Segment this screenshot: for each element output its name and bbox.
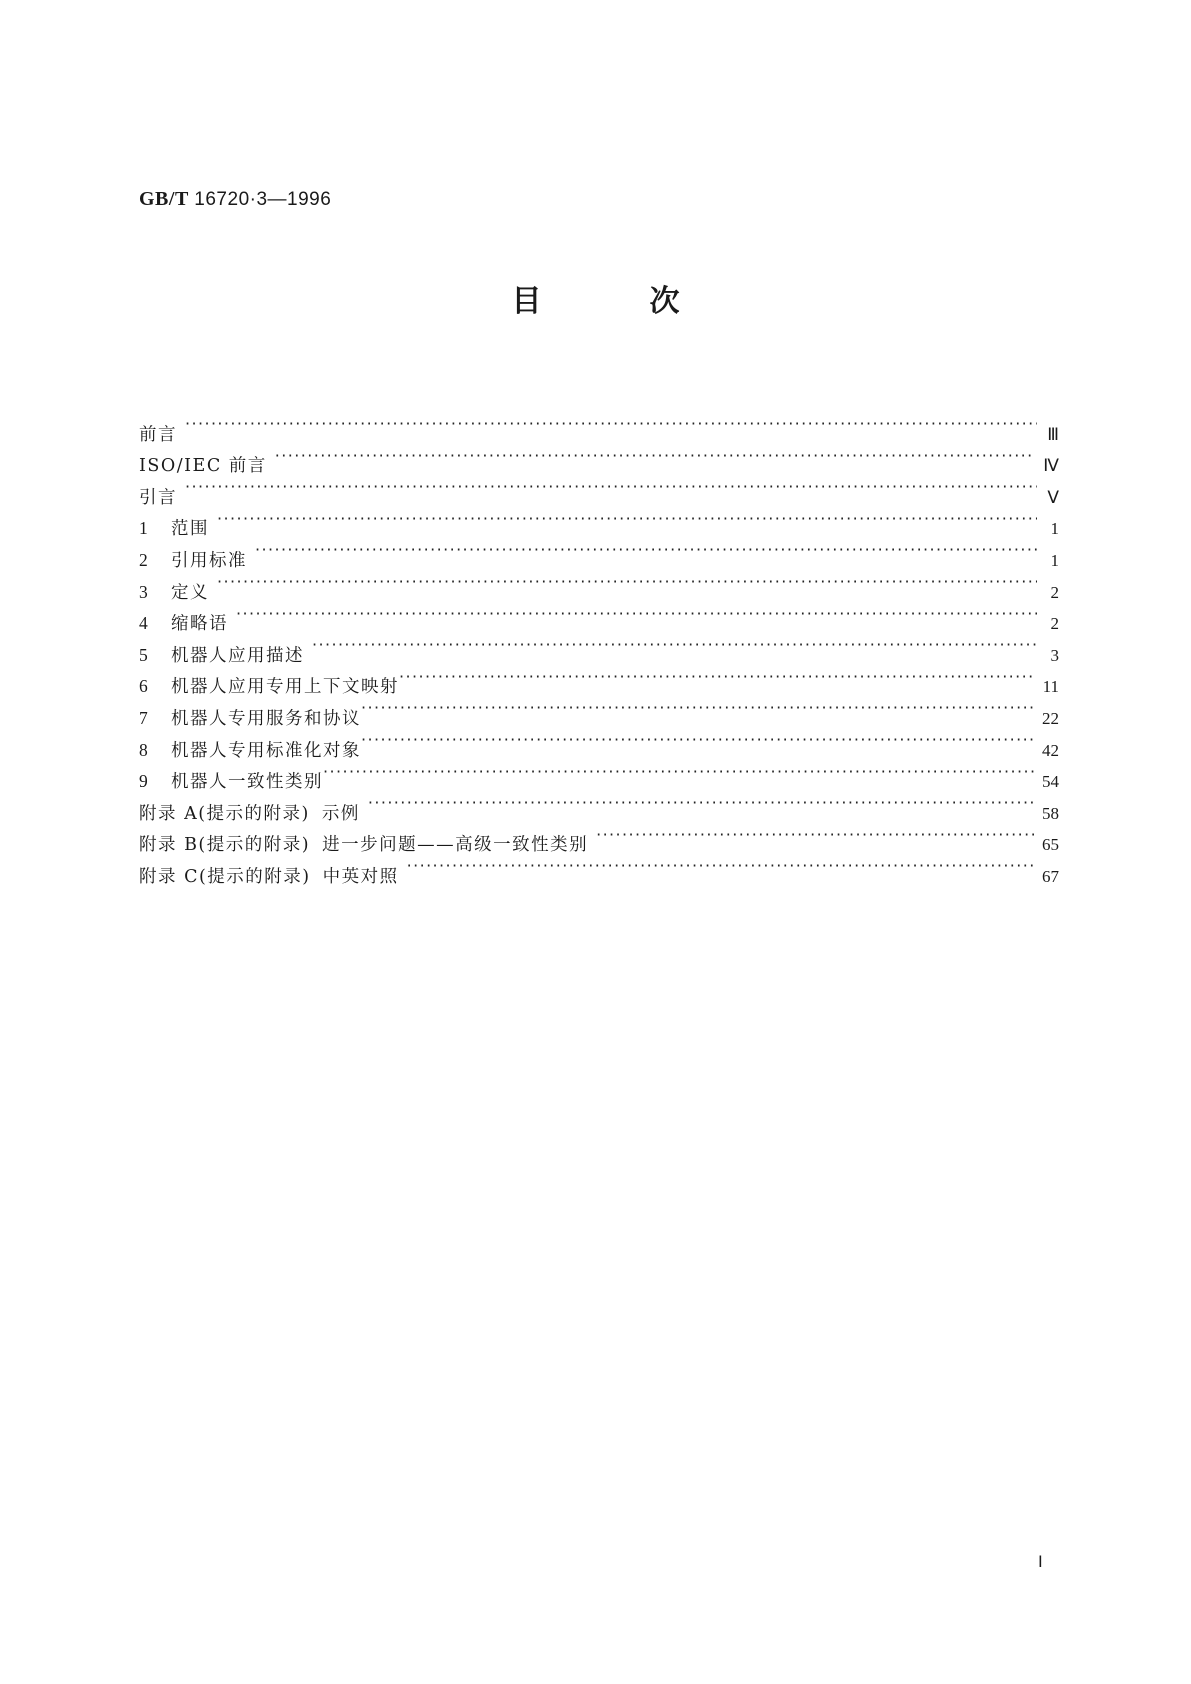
toc-entry-label: 机器人专用标准化对象 <box>171 740 361 761</box>
document-code <box>139 188 331 211</box>
toc-entry-number: 4 <box>139 613 148 634</box>
table-of-contents <box>139 408 1059 887</box>
toc-leader-dots <box>596 819 1034 851</box>
toc-entry-2[interactable] <box>139 534 1059 571</box>
toc-entry-label: 定义 <box>171 582 209 603</box>
toc-leader-dots <box>407 850 1034 882</box>
toc-entry-label: 附录 A(提示的附录) <box>139 803 310 824</box>
toc-entry-3[interactable] <box>139 566 1059 603</box>
toc-entry-number: 8 <box>139 739 148 760</box>
toc-leader-dots <box>361 724 1034 756</box>
toc-leader-dots <box>368 787 1034 819</box>
toc-entry-page: Ⅲ <box>1047 424 1059 444</box>
toc-leader-dots <box>361 692 1034 724</box>
toc-entry-subtitle: 中英对照 <box>322 866 399 887</box>
toc-entry-label: 机器人专用服务和协议 <box>171 708 361 729</box>
toc-leader-dots <box>217 566 1037 598</box>
toc-leader-dots <box>185 408 1037 440</box>
toc-entry-number: 9 <box>139 771 148 792</box>
toc-entry-page: Ⅴ <box>1047 487 1059 507</box>
toc-entry-page: Ⅳ <box>1043 456 1059 476</box>
toc-entry-page: 67 <box>1042 866 1059 886</box>
toc-entry-label: 前言 <box>139 424 177 445</box>
toc-entry-page: 65 <box>1042 835 1059 855</box>
toc-entry-1[interactable] <box>139 503 1059 540</box>
toc-entry-label: 引用标准 <box>171 550 247 571</box>
toc-entry-iso-iec-foreword[interactable] <box>139 440 1059 477</box>
toc-entry-label: 缩略语 <box>171 614 228 635</box>
toc-entry-4[interactable] <box>139 598 1059 635</box>
toc-entry-page: 22 <box>1042 708 1059 728</box>
toc-entry-number: 3 <box>139 581 148 602</box>
toc-entry-number: 7 <box>139 707 148 728</box>
toc-entry-number: 6 <box>139 676 148 697</box>
toc-leader-dots <box>217 503 1037 535</box>
toc-entry-page: 1 <box>1050 519 1059 539</box>
toc-entry-number: 2 <box>139 549 148 570</box>
toc-entry-label: ISO/IEC 前言 <box>139 456 267 477</box>
toc-entry-page: 58 <box>1042 803 1059 823</box>
toc-entry-page: 2 <box>1050 582 1059 602</box>
toc-entry-label: 机器人一致性类别 <box>171 772 323 793</box>
toc-entry-label: 引言 <box>139 487 177 508</box>
toc-leader-dots <box>255 534 1037 566</box>
toc-entry-page: 42 <box>1042 740 1059 760</box>
page-title-char-2: 次 <box>649 284 680 319</box>
toc-entry-subtitle: 进一步问题——高级一致性类别 <box>322 835 589 856</box>
toc-leader-dots <box>185 471 1037 503</box>
toc-entry-page: 2 <box>1050 614 1059 634</box>
toc-leader-dots <box>275 440 1036 472</box>
toc-entry-label: 附录 C(提示的附录) <box>139 866 311 887</box>
toc-leader-dots <box>399 661 1035 693</box>
toc-entry-label: 机器人应用描述 <box>171 645 304 666</box>
toc-entry-label: 范围 <box>171 519 209 540</box>
toc-entry-page: 11 <box>1042 677 1059 697</box>
toc-entry-label: 附录 B(提示的附录) <box>139 835 311 856</box>
toc-entry-foreword[interactable] <box>139 408 1059 445</box>
page-number: Ⅰ <box>1038 1554 1043 1571</box>
toc-leader-dots <box>312 629 1037 661</box>
toc-entry-number: 5 <box>139 644 148 665</box>
toc-entry-number: 1 <box>139 518 148 539</box>
toc-entry-introduction[interactable] <box>139 471 1059 508</box>
document-code-prefix: GB/T <box>139 188 189 210</box>
toc-entry-page: 3 <box>1050 645 1059 665</box>
toc-leader-dots <box>236 598 1037 630</box>
toc-entry-5[interactable] <box>139 629 1059 666</box>
toc-entry-page: 54 <box>1042 772 1059 792</box>
toc-entry-subtitle: 示例 <box>321 803 360 824</box>
toc-entry-page: 1 <box>1050 550 1059 570</box>
page-title-char-1: 目 <box>511 284 542 319</box>
document-code-number: 16720·3—1996 <box>194 189 332 210</box>
toc-entry-label: 机器人应用专用上下文映射 <box>171 677 399 698</box>
toc-leader-dots <box>323 756 1034 788</box>
page-title <box>0 276 1191 320</box>
